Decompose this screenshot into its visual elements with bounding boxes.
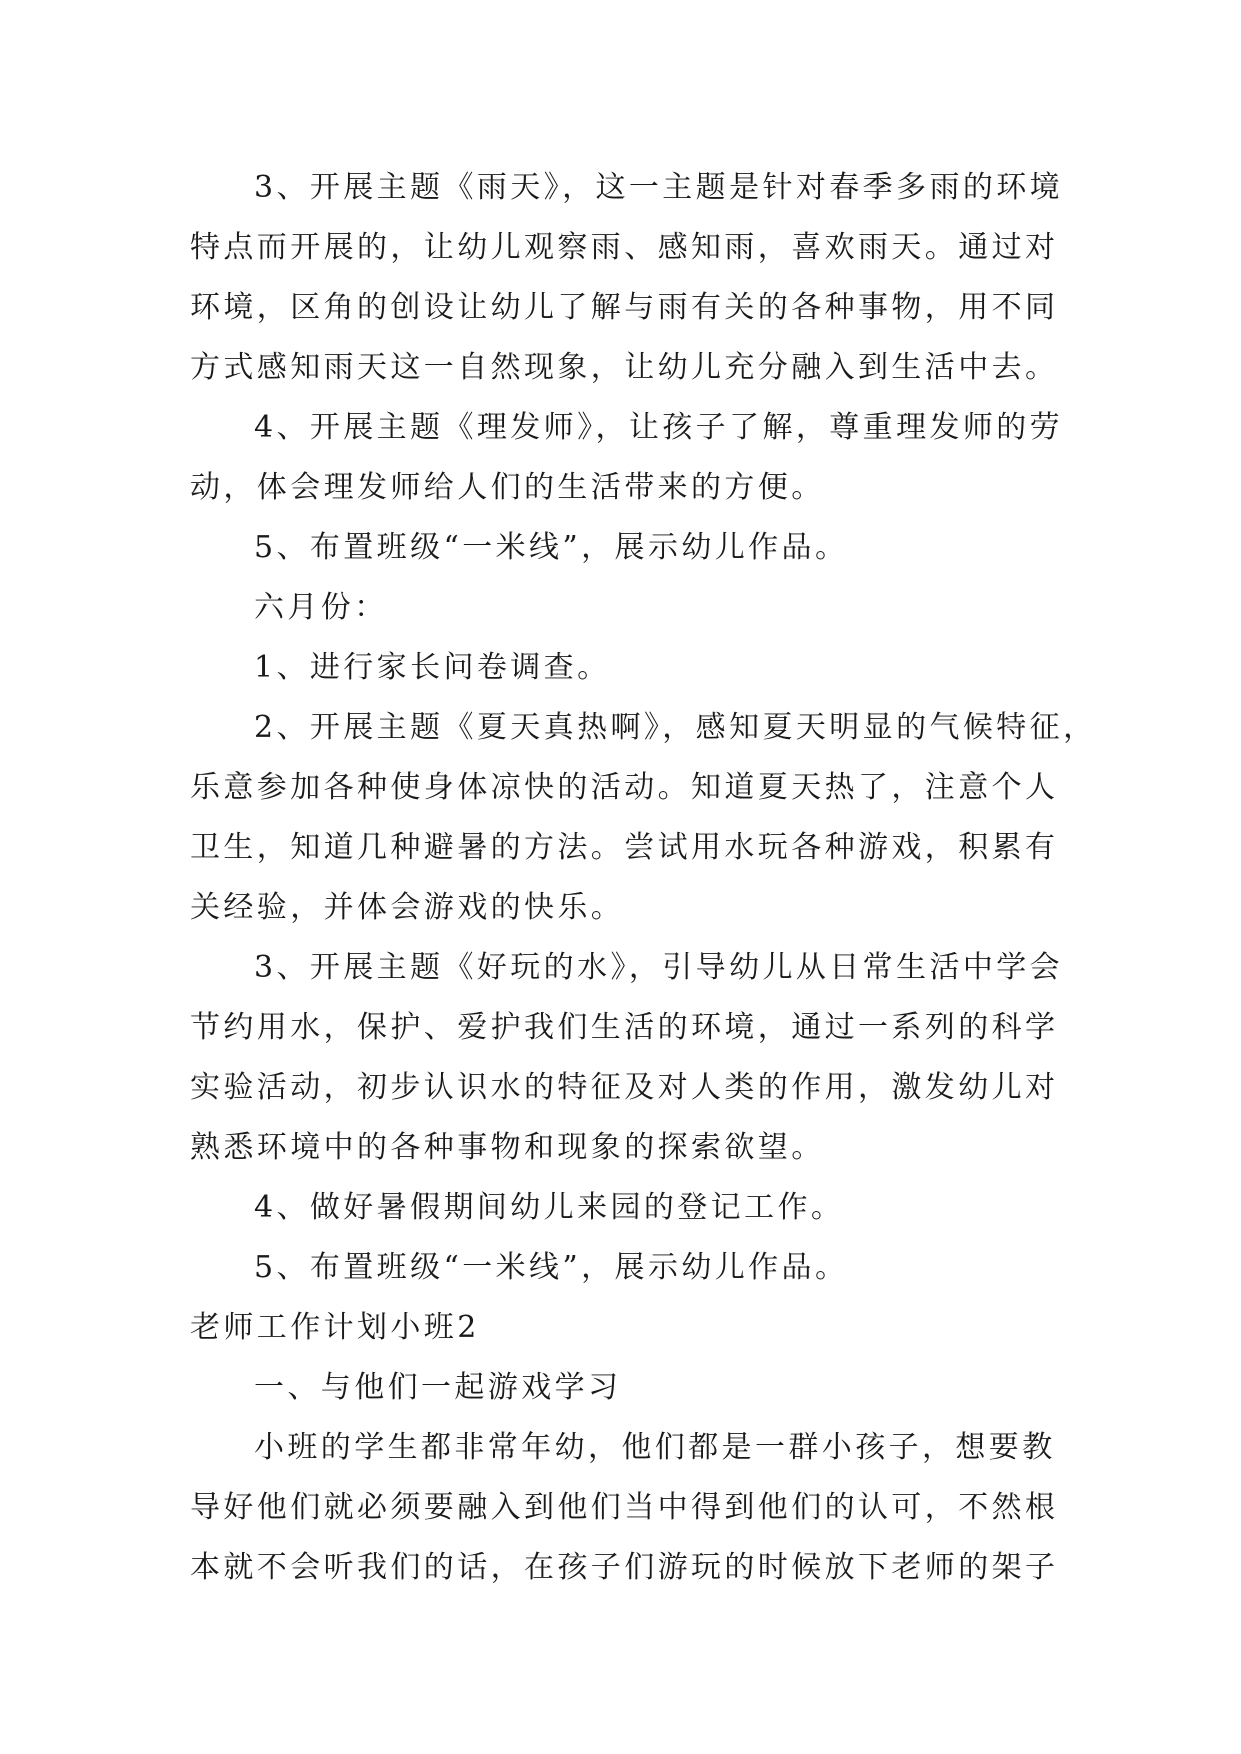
text-line: 5、布置班级“一米线”，展示幼儿作品。 [254,530,849,565]
text-line: 实验活动，初步认识水的特征及对人类的作用，激发幼儿对 [190,1070,1059,1105]
text-line: 4、开展主题《理发师》，让孩子了解，尊重理发师的劳 [254,410,1064,445]
text-line: 方式感知雨天这一自然现象，让幼儿充分融入到生活中去。 [190,350,1059,385]
text-line: 关经验，并体会游戏的快乐。 [190,890,625,925]
text-line: 乐意参加各种使身体凉快的活动。知道夏天热了，注意个人 [190,770,1059,805]
text-line: 3、开展主题《雨天》，这一主题是针对春季多雨的环境 [254,170,1064,205]
text-line: 1、进行家长问卷调查。 [254,650,611,685]
text-line: 5、布置班级“一米线”，展示幼儿作品。 [254,1250,849,1285]
text-line: 卫生，知道几种避暑的方法。尝试用水玩各种游戏，积累有 [190,830,1059,865]
text-line: 3、开展主题《好玩的水》，引导幼儿从日常生活中学会 [254,950,1064,985]
text-line: 动，体会理发师给人们的生活带来的方便。 [190,470,825,505]
text-line: 小班的学生都非常年幼，他们都是一群小孩子，想要教 [254,1430,1056,1465]
text-line: 特点而开展的，让幼儿观察雨、感知雨，喜欢雨天。通过对 [190,230,1059,265]
section-heading-june: 六月份： [254,590,388,625]
text-line: 熟悉环境中的各种事物和现象的探索欲望。 [190,1130,825,1165]
document-body [190,158,1097,1598]
text-line: 本就不会听我们的话，在孩子们游玩的时候放下老师的架子 [190,1550,1059,1585]
section-heading: 一、与他们一起游戏学习 [254,1370,622,1405]
text-line: 节约用水，保护、爱护我们生活的环境，通过一系列的科学 [190,1010,1059,1045]
text-line: 2、开展主题《夏天真热啊》，感知夏天明显的气候特征， [254,710,1097,745]
document-title-2: 老师工作计划小班2 [190,1310,480,1345]
text-line: 导好他们就必须要融入到他们当中得到他们的认可，不然根 [190,1490,1059,1525]
text-line: 4、做好暑假期间幼儿来园的登记工作。 [254,1190,845,1225]
text-line: 环境，区角的创设让幼儿了解与雨有关的各种事物，用不同 [190,290,1059,325]
